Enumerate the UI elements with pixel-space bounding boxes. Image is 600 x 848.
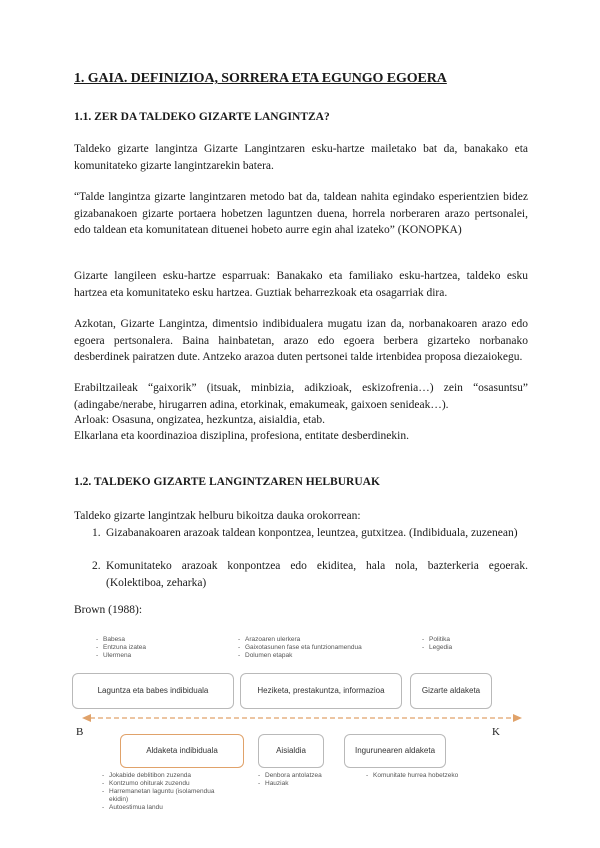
paragraph-individual-dimension: Azkotan, Gizarte Langintza, dimentsio indibidualera mugatu izan da, norbanakoaren arazo edo egoera pertsonalera. Baina hainbatetan, arazo edo egoera berbera gizarteko norbanako desberdinek pairatzen dute. Antzeko arazoa duten pertsonei talde irtenbidea proposa diezaiokegu.	[74, 318, 528, 363]
list-item: - Babesa	[96, 636, 206, 644]
list-item: - Dolumen etapak	[238, 652, 408, 660]
axis-arrow	[82, 713, 522, 723]
box-individual-support: Laguntza eta babes indibiduala	[72, 673, 234, 709]
list-item: - Harremanetan laguntu (isolamendua ekidin)	[102, 788, 222, 804]
paragraph-intervention-areas: Gizarte langileen esku-hartze esparruak: Banakako eta familiako esku-hartzea, taldeko esku hartzea eta komunitateko esku hartzea. Guztiak beharrezkoak eta osagarriak dira.	[74, 270, 528, 299]
list-item: - Jokabide deblitibon zuzenda	[102, 772, 222, 780]
axis-label-left: B	[76, 726, 84, 738]
goal-text: Komunitateko arazoak konpontzea edo ekiditea, hala nola, bazterkeria egoerak. (Kolektiboa, zeharka)	[106, 560, 528, 589]
section-2-title: 1.2. TALDEKO GIZARTE LANGINTZAREN HELBURUAK	[74, 476, 380, 488]
top-list-2	[238, 636, 408, 660]
list-item: - Legedia	[422, 644, 502, 652]
list-item: - Kontzumo ohiturak zuzendu	[102, 780, 222, 788]
list-item: - Politika	[422, 636, 502, 644]
box-individual-change: Aldaketa indibiduala	[120, 734, 244, 768]
list-item: - Arazoaren ulerkera	[238, 636, 408, 644]
bottom-list-1	[102, 772, 222, 812]
bottom-list-3	[366, 772, 506, 780]
box-social-change: Gizarte aldaketa	[410, 673, 492, 709]
brown-diagram	[72, 628, 528, 823]
list-item: - Gaixotasunen fase eta funtzionamendua	[238, 644, 408, 652]
list-item: - Entzuna izatea	[96, 644, 206, 652]
paragraph-areas: Arloak: Osasuna, ongizatea, hezkuntza, aisialdia, etab.	[74, 414, 325, 426]
box-environment-change: Ingurunearen aldaketa	[344, 734, 446, 768]
list-item: - Ulermena	[96, 652, 206, 660]
paragraph-cooperation: Elkarlana eta koordinazioa disziplina, profesiona, entitate desberdinekin.	[74, 430, 409, 442]
list-item: - Hauziak	[258, 780, 348, 788]
goals-intro: Taldeko gizarte langintzak helburu bikoitza dauka orokorrean:	[74, 510, 361, 522]
goal-number: 1.	[92, 527, 101, 539]
top-list-1	[96, 636, 206, 660]
paragraph-users: Erabiltzaileak “gaixorik” (itsuak, minbizia, adikzioak, eskizofrenia…) zein “osasuntsu” (adingabe/nerabe, hirugarren adina, etorkinak, emakumeak, gaixoen senideak…).	[74, 382, 528, 411]
goal-number: 2.	[92, 560, 101, 572]
list-item: - Denbora antolatzea	[258, 772, 348, 780]
top-list-3	[422, 636, 502, 652]
paragraph-konopka-quote: “Talde langintza gizarte langintzaren metodo bat da, taldean nahita egindako esperientzien bidez gizabanakoen gizarte portaera hobetzen laguntzen duena, horrela norberaren arazo pertsonalei, edo taldean eta komunitatean dituenei hobeto aurre egin ahal izateko” (KONOPKA)	[74, 191, 528, 236]
chapter-heading: 1. GAIA. DEFINIZIOA, SORRERA ETA EGUNGO EGOERA	[74, 71, 447, 86]
box-education: Heziketa, prestakuntza, informazioa	[240, 673, 402, 709]
box-leisure: Aisialdia	[258, 734, 324, 768]
paragraph-definition: Taldeko gizarte langintza Gizarte Langintzaren esku-hartze mailetako bat da, banakako eta komunitateko gizarte langintzarekin batera.	[74, 143, 528, 172]
bottom-list-2	[258, 772, 348, 788]
axis-label-right: K	[492, 726, 500, 738]
goal-text: Gizabanakoaren arazoak taldean konpontzea, leuntzea, gutxitzea. (Indibiduala, zuzenean)	[106, 527, 518, 539]
list-item: - Komunitate hurrea hobetzeko	[366, 772, 506, 780]
section-1-title: 1.1. ZER DA TALDEKO GIZARTE LANGINTZA?	[74, 111, 330, 123]
goal-item-1	[92, 525, 528, 542]
goal-item-2	[92, 558, 528, 591]
brown-reference: Brown (1988):	[74, 604, 143, 616]
list-item: - Autoestimua landu	[102, 804, 222, 812]
